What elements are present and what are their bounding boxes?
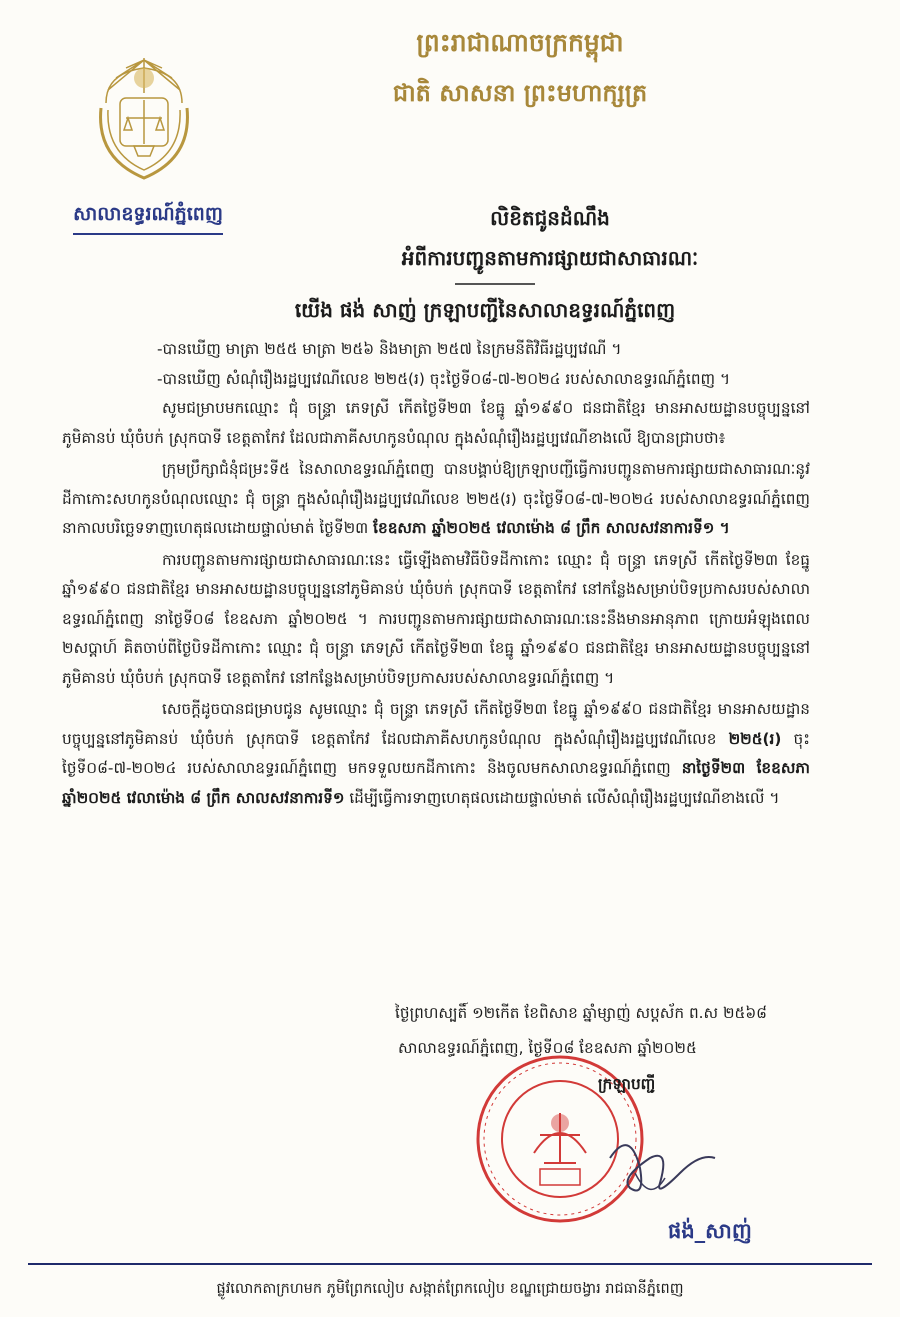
summons-mid: ចុះថ្ងៃទី០៨-៧-២០២៤ របស់សាលាឧទ្ធរណ៍ភ្នំពេញ មកទទួលយកដីកាកោះ និងចូលមកសាលាឧទ្ធរណ៍ភ្នំពេញ [62, 729, 810, 777]
document-body [62, 335, 810, 813]
reference-1: -បានឃើញ មាត្រា ២៥៥ មាត្រា ២៥៦ និងមាត្រា ២៥៧ នៃក្រមនីតិវិធីរដ្ឋប្បវេណី ។ [157, 340, 622, 358]
hearing-date-1: ខែឧសភា ឆ្នាំ២០២៥ វេលាម៉ោង ៨ ព្រឹក សាលសវនាការទី១ ។ [373, 519, 730, 537]
declaration-heading: យើង ផង់ សាញ់ ក្រឡាបញ្ជីនៃសាលាឧទ្ធរណ៍ភ្នំពេញ [294, 298, 676, 322]
paragraph-publication: ការបញ្ជូនតាមការផ្សាយជាសាធារណៈនេះ ធ្វើឡើងតាមវិធីបិទដីកាកោះ ឈ្មោះ ជុំ ចន្ទ្រា ភេទស្រី កើតថ្ងៃទី២៣ ខែធ្នូ ឆ្នាំ១៩៩០ ជនជាតិខ្មែរ មានអាសយដ្ឋានបច្ចុប្បន្ននៅភូមិគានប់ ឃុំចំបក់ ស្រុកបាទី ខេត្តតាកែវ នៅកន្លែងសម្រាប់បិទប្រកាសរបស់សាលាឧទ្ធរណ៍ភ្នំពេញ នាថ្ងៃទី០៨ ខែឧសភា ឆ្នាំ២០២៥ ។ ការបញ្ជូនតាមការផ្សាយជាសាធារណៈនេះនឹងមានអានុភាព ក្រោយអំឡុងពេល ២សប្តាហ៍ គិតចាប់ពីថ្ងៃបិទដីកាកោះ ឈ្មោះ ជុំ ចន្ទ្រា ភេទស្រី កើតថ្ងៃទី២៣ ខែធ្នូ ឆ្នាំ១៩៩០ ជនជាតិខ្មែរ មានអាសយដ្ឋានបច្ចុប្បន្ននៅភូមិគានប់ ឃុំចំបក់ ស្រុកបាទី ខេត្តតាកែវ នៅកន្លែងសម្រាប់បិទប្រកាសរបស់សាលាឧទ្ធរណ៍ភ្នំពេញ ។ [62, 550, 810, 687]
hearing-date-2: នាថ្ងៃទី២៣ ខែឧសភា ឆ្នាំ២០២៥ វេលាម៉ោង ៨ ព្រឹក សាលសវនាការទី១ [62, 759, 810, 807]
paragraph-order [62, 455, 810, 544]
reference-2: -បានឃើញ សំណុំរឿងរដ្ឋប្បវេណីលេខ ២២៥(រ) ចុះថ្ងៃទី០៨-៧-២០២៤ របស់សាលាឧទ្ធរណ៍ភ្នំពេញ ។ [157, 369, 731, 388]
footer-divider [28, 1263, 872, 1265]
court-name-text: សាលាឧទ្ធរណ៍ភ្នំពេញ [73, 203, 223, 225]
court-emblem-icon [86, 48, 202, 188]
signer-name: ផង់_សាញ់ [668, 1219, 752, 1243]
case-number: ២២៥(រ) [728, 729, 782, 748]
paragraph-order-text: ក្រុមប្រឹក្សាជំនុំជម្រះទី៥ នៃសាលាឧទ្ធរណ៍ភ្នំពេញ បានបង្គាប់ឱ្យក្រឡាបញ្ជីធ្វើការបញ្ជូនតាមការផ្សាយជាសាធារណៈនូវដីកាកោះសហកូនបំណុលឈ្មោះ ជុំ ចន្ទ្រា ក្នុងសំណុំរឿងរដ្ឋប្បវេណីលេខ ២២៥(រ) ចុះថ្ងៃទី០៨-៧-២០២៤ របស់សាលាឧទ្ធរណ៍ភ្នំពេញ នាកាលបរិច្ឆេទទាញហេតុផលដោយផ្ទាល់មាត់ ថ្ងៃទី២៣ [62, 460, 810, 537]
summons-text: សេចក្តីដូចបានជម្រាបជូន សូមឈ្មោះ ជុំ ចន្ទ្រា ភេទស្រី កើតថ្ងៃទី២៣ ខែធ្នូ ឆ្នាំ១៩៩០ ជនជាតិខ្មែរ មានអាសយដ្ឋានបច្ចុប្បន្ននៅភូមិគានប់ ឃុំចំបក់ ស្រុកបាទី ខេត្តតាកែវ ដែលជាភាគីសហកូនបំណុល ក្នុងសំណុំរឿងរដ្ឋប្បវេណីលេខ [62, 700, 810, 748]
kingdom-title: ព្រះរាជាណាចក្រកម្ពុជា [416, 28, 624, 57]
document-subtitle: អំពីការបញ្ជូនតាមការផ្សាយជាសាធារណៈ [401, 246, 699, 270]
footer-address: ផ្លូវលោកតាក្រហមក ភូមិព្រែកលៀប សង្កាត់ព្រែកលៀប ខណ្ឌជ្រោយចង្វារ រាជធានីភ្នំពេញ [216, 1281, 684, 1297]
document-titles [200, 205, 900, 275]
summons-end: ដើម្បីធ្វើការទាញហេតុផលដោយផ្ទាល់មាត់ លើសំណុំរឿងរដ្ឋប្បវេណីខាងលើ ។ [349, 788, 780, 807]
signer-role: ក្រឡាបញ្ជី [598, 1075, 656, 1093]
handwritten-signature-icon [590, 1118, 720, 1208]
lunar-date: ថ្ងៃព្រហស្បតិ៍ ១២កើត ខែពិសាខ ឆ្នាំម្សាញ់ សប្តស័ក ព.ស ២៥៦៨ [395, 1004, 768, 1022]
document-title: លិខិតជូនដំណឹង [490, 206, 610, 230]
paragraph-notice: សូមជម្រាបមកឈ្មោះ ជុំ ចន្ទ្រា ភេទស្រី កើតថ្ងៃទី២៣ ខែធ្នូ ឆ្នាំ១៩៩០ ជនជាតិខ្មែរ មានអាសយដ្ឋានបច្ចុប្បន្ននៅភូមិគានប់ ឃុំចំបក់ ស្រុកបាទី ខេត្តតាកែវ ដែលជាភាគីសហកូនបំណុល ក្នុងសំណុំរឿងរដ្ឋប្បវេណីខាងលើ ឱ្យបានជ្រាបថា៖ [62, 399, 810, 447]
place-date: សាលាឧទ្ធរណ៍ភ្នំពេញ, ថ្ងៃទី០៨ ខែឧសភា ឆ្នាំ២០២៥ [398, 1039, 697, 1057]
title-divider [455, 283, 535, 285]
paragraph-summons [62, 695, 810, 813]
national-motto: ជាតិ សាសនា ព្រះមហាក្សត្រ [392, 79, 648, 107]
